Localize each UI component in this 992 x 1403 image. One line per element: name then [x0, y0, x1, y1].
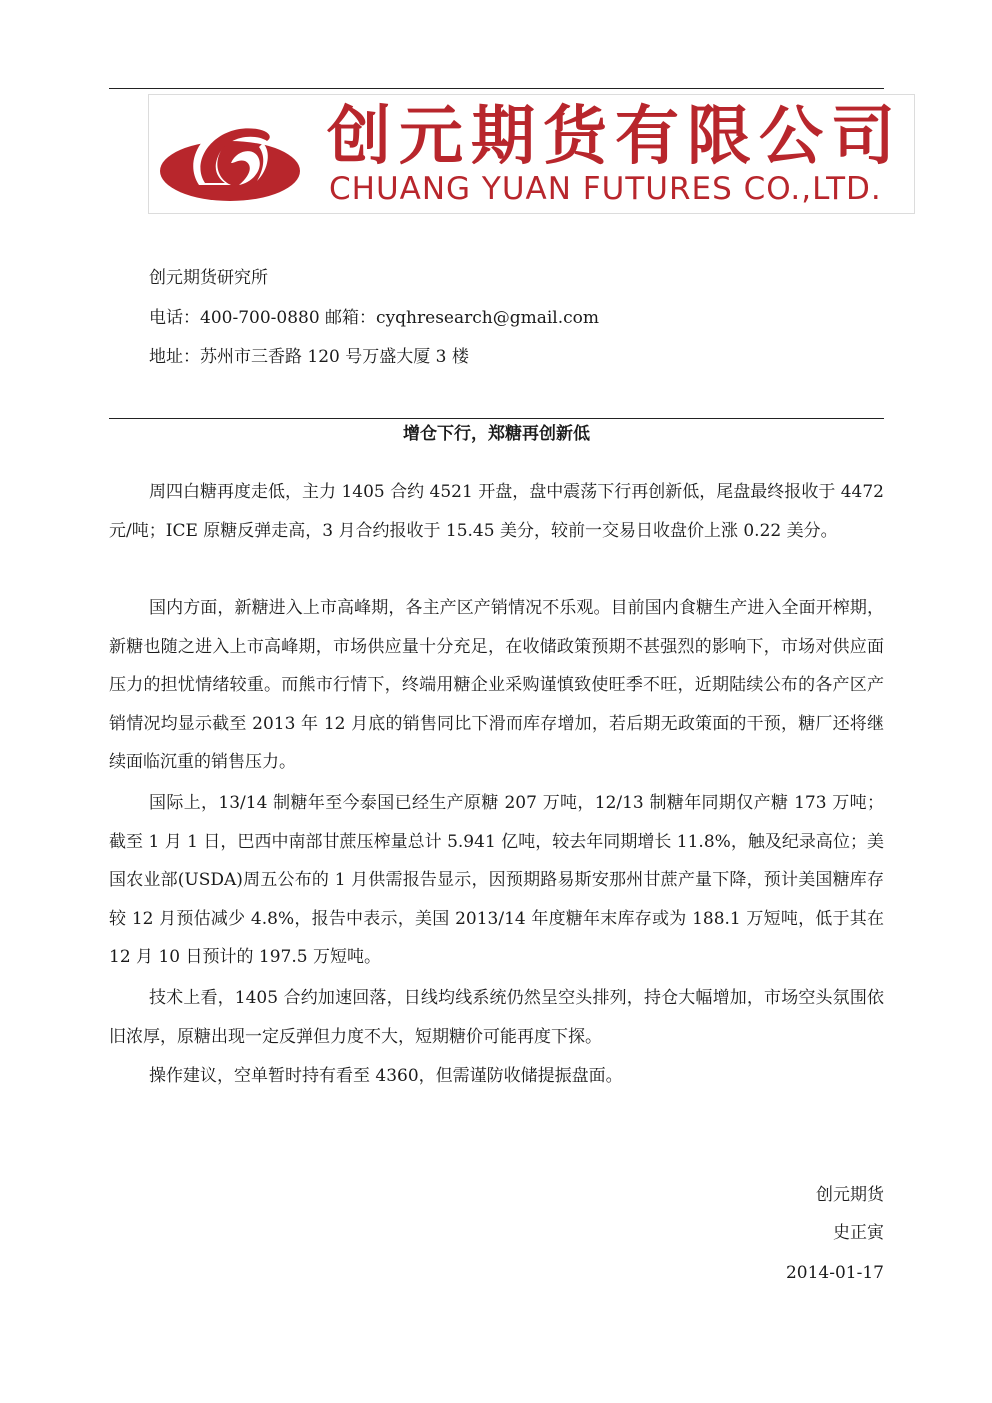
paragraph-international: 国际上，13/14 制糖年至今泰国已经生产原糖 207 万吨，12/13 制糖年同期仅产糖 173 万吨；截至 1 月 1 日，巴西中南部甘蔗压榨量总计 5.941 亿吨，较去年同期增长 11.8%，触及纪录高位；美国农业部(USDA)周五公布的 1 月供需报告显示，因预期路易斯安那州甘蔗产量下降，预计美国糖库存较 12 月预估减少 4.8%，报告中表示，美国 2013/14 年度糖年末库存或为 188.1 万短吨，低于其在 12 月 10 日预计的 197.5 万短吨。: [109, 793, 884, 968]
contact-address: 地址：苏州市三香路 120 号万盛大厦 3 楼: [149, 347, 469, 367]
paragraph-market-summary: 周四白糖再度走低，主力 1405 合约 4521 开盘，盘中震荡下行再创新低，尾盘最终报收于 4472 元/吨；ICE 原糖反弹走高，3 月合约报收于 15.45 美分，较前一交易日收盘价上涨 0.22 美分。: [109, 482, 884, 541]
paragraph-domestic: 国内方面，新糖进入上市高峰期，各主产区产销情况不乐观。目前国内食糖生产进入全面开榨期，新糖也随之进入上市高峰期，市场供应量十分充足，在收储政策预期不甚强烈的影响下，市场对供应面压力的担忧情绪较重。而熊市行情下，终端用糖企业采购谨慎致使旺季不旺，近期陆续公布的各产区产销情况均显示截至 2013 年 12 月底的销售同比下滑而库存增加，若后期无政策面的干预，糖厂还将继续面临沉重的销售压力。: [109, 598, 884, 773]
header-rule-top: [109, 88, 884, 89]
report-title: 增仓下行，郑糖再创新低: [403, 424, 590, 444]
paragraph-technical: 技术上看，1405 合约加速回落，日线均线系统仍然呈空头排列，持仓大幅增加，市场空头氛围依旧浓厚，原糖出现一定反弹但力度不大，短期糖价可能再度下探。: [109, 988, 884, 1047]
company-logo-banner: [148, 94, 915, 214]
signature-date: 2014-01-17: [785, 1263, 884, 1283]
section-rule: [109, 418, 884, 419]
institute-name: 创元期货研究所: [149, 268, 268, 288]
logo-name-en: CHUANG YUAN FUTURES CO.,LTD.: [329, 171, 882, 207]
logo-name-cn: 创元期货有限公司: [327, 100, 903, 174]
paragraph-advice: 操作建议，空单暂时持有看至 4360，但需谨防收储提振盘面。: [149, 1066, 623, 1086]
contact-phone-email: 电话：400-700-0880 邮箱：cyqhresearch@gmail.com: [149, 308, 600, 328]
company-emblem-icon: [159, 103, 301, 207]
signature-company: 创元期货: [816, 1185, 884, 1205]
signature-author: 史正寅: [833, 1223, 884, 1243]
